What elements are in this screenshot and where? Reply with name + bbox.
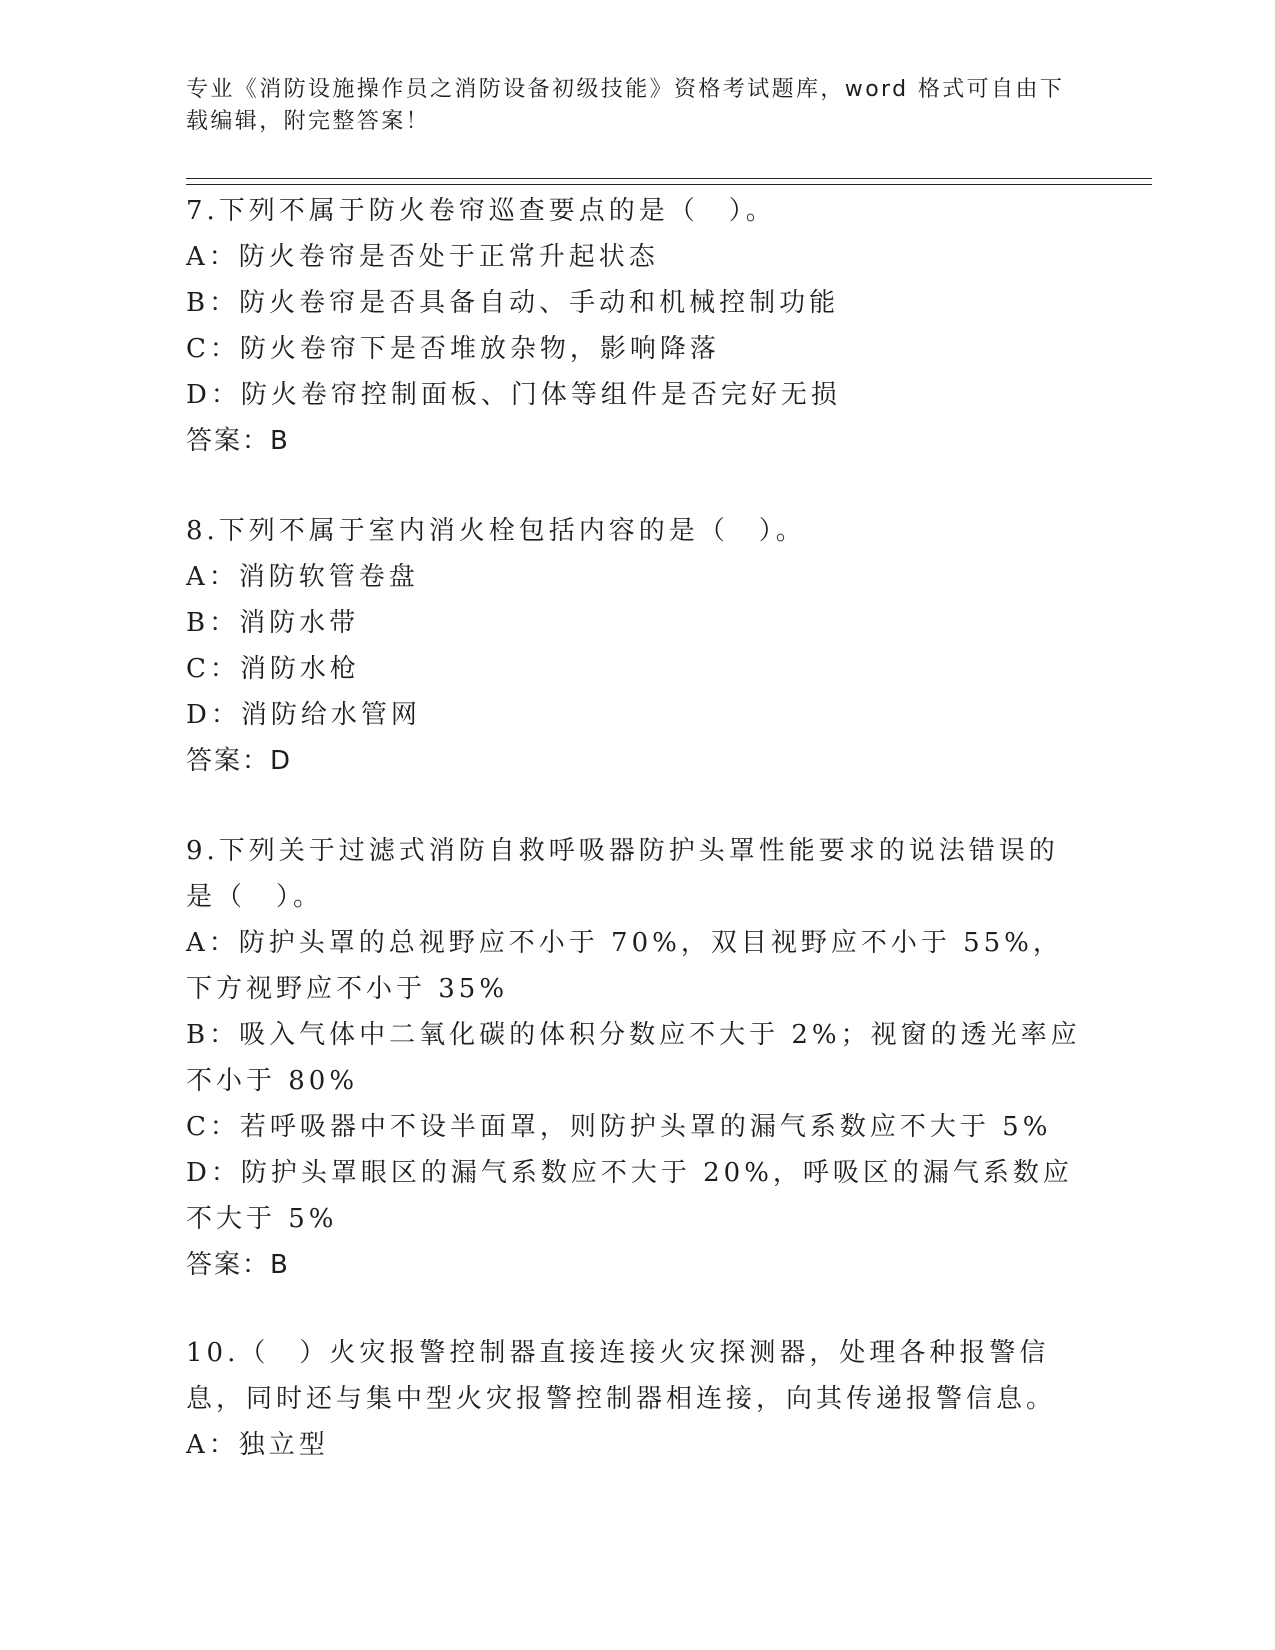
question-9 [186,828,1086,1288]
option-a: A：独立型 [186,1430,329,1460]
option-d: D：防火卷帘控制面板、门体等组件是否完好无损 [186,380,841,410]
option-b: B：吸入气体中二氧化碳的体积分数应不大于 2%；视窗的透光率应不小于 80% [186,1020,1081,1096]
option-a: A：防火卷帘是否处于正常升起状态 [186,242,659,272]
answer-label: 答案：D [186,746,293,776]
option-d: D：消防给水管网 [186,700,421,730]
document-header [186,74,1066,138]
question-stem: 9.下列关于过滤式消防自救呼吸器防护头罩性能要求的说法错误的是（ ）。 [186,836,1059,912]
header-divider-bottom [186,184,1152,185]
answer-label: 答案：B [186,1250,290,1280]
option-d: D：防护头罩眼区的漏气系数应不大于 20%，呼吸区的漏气系数应不大于 5% [186,1158,1073,1234]
header-divider-top [186,178,1152,179]
option-c: C：若呼吸器中不设半面罩，则防护头罩的漏气系数应不大于 5% [186,1112,1052,1142]
question-stem: 8.下列不属于室内消火栓包括内容的是（ ）。 [186,516,806,546]
question-stem: 7.下列不属于防火卷帘巡查要点的是（ ）。 [186,196,776,226]
header-intro-text: 专业《消防设施操作员之消防设备初级技能》资格考试题库，word 格式可自由下载编辑，附完整答案！ [186,77,1065,134]
question-10 [186,1330,1086,1468]
option-c: C：防火卷帘下是否堆放杂物，影响降落 [186,334,720,364]
option-b: B：防火卷帘是否具备自动、手动和机械控制功能 [186,288,840,318]
answer-label: 答案：B [186,426,290,456]
option-b: B：消防水带 [186,608,360,638]
question-stem: 10.（ ）火灾报警控制器直接连接火灾探测器，处理各种报警信息，同时还与集中型火灾报警控制器相连接，向其传递报警信息。 [186,1338,1057,1414]
option-a: A：防护头罩的总视野应不小于 70%，双目视野应不小于 55%，下方视野应不小于 35% [186,928,1063,1004]
option-a: A：消防软管卷盘 [186,562,419,592]
question-7 [186,188,1086,464]
option-c: C：消防水枪 [186,654,360,684]
question-8 [186,508,1086,784]
